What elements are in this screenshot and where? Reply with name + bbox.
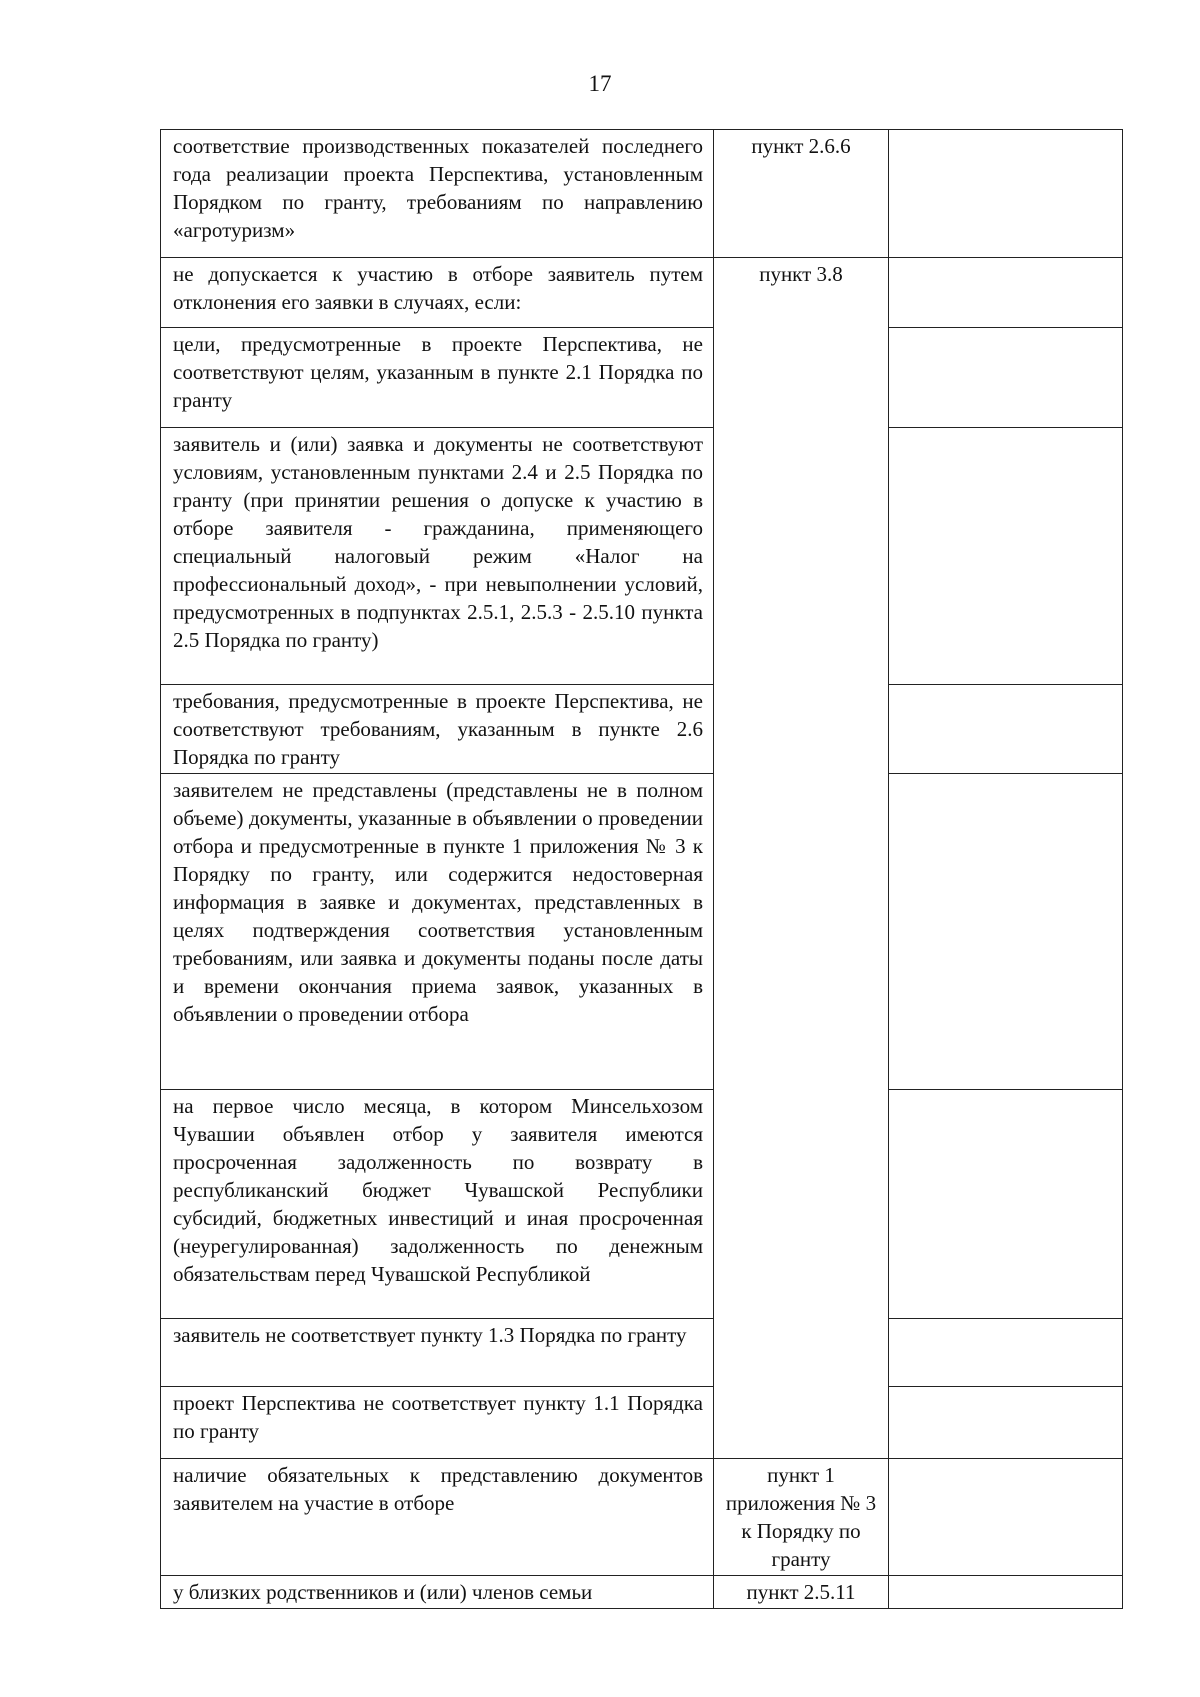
reference-cell: пункт 2.6.6 [714,130,889,258]
reference-cell: пункт 2.5.11 [714,1576,889,1609]
criterion-cell: проект Перспектива не соответствует пункту 1.1 Порядка по гранту [161,1387,714,1459]
table-row [161,258,1123,328]
page-number: 17 [588,71,612,96]
table-row [161,1459,1123,1576]
mark-cell [889,1387,1123,1459]
criterion-cell: цели, предусмотренные в проекте Перспектива, не соответствуют целям, указанным в пункте 2.1 Порядка по гранту [161,328,714,428]
criterion-cell: заявитель и (или) заявка и документы не соответствуют условиям, установленным пунктами 2.4 и 2.5 Порядка по гранту (при принятии решения о допуске к участию в отборе заявителя - гражданина, применяющего специальный налоговый режим «Налог на профессиональный доход», - при невыполнении условий, предусмотренных в подпунктах 2.5.1, 2.5.3 - 2.5.10 пункта 2.5 Порядка по гранту) [161,428,714,685]
criterion-cell: наличие обязательных к представлению документов заявителем на участие в отборе [161,1459,714,1576]
mark-cell [889,685,1123,774]
table-row [161,1387,1123,1459]
mark-cell [889,1576,1123,1609]
criterion-cell: требования, предусмотренные в проекте Перспектива, не соответствуют требованиям, указанным в пункте 2.6 Порядка по гранту [161,685,714,774]
mark-cell [889,130,1123,258]
table-row [161,1319,1123,1387]
table-row [161,428,1123,685]
table-row [161,685,1123,774]
criteria-table [160,129,1123,1609]
mark-cell [889,1319,1123,1387]
mark-cell [889,328,1123,428]
reference-cell: пункт 3.8 [714,258,889,1459]
criterion-cell: у близких родственников и (или) членов семьи [161,1576,714,1609]
criterion-cell: заявителем не представлены (представлены не в полном объеме) документы, указанные в объявлении о проведении отбора и предусмотренные в пункте 1 приложения № 3 к Порядку по гранту, или содержится недостоверная информация в заявке и документах, представленных в целях подтверждения соответствия установленным требованиям, или заявка и документы поданы после даты и времени окончания приема заявок, указанных в объявлении о проведении отбора [161,774,714,1090]
table-row [161,328,1123,428]
mark-cell [889,1090,1123,1319]
criterion-cell: не допускается к участию в отборе заявитель путем отклонения его заявки в случаях, если: [161,258,714,328]
mark-cell [889,1459,1123,1576]
table-row [161,1090,1123,1319]
reference-cell: пункт 1 приложения № 3 к Порядку по гранту [714,1459,889,1576]
mark-cell [889,258,1123,328]
mark-cell [889,774,1123,1090]
criterion-cell: заявитель не соответствует пункту 1.3 Порядка по гранту [161,1319,714,1387]
table-row [161,774,1123,1090]
table-row [161,130,1123,258]
criterion-cell: соответствие производственных показателей последнего года реализации проекта Перспектива, установленным Порядком по гранту, требованиям по направлению «агротуризм» [161,130,714,258]
table-row [161,1576,1123,1609]
criterion-cell: на первое число месяца, в котором Минсельхозом Чувашии объявлен отбор у заявителя имеются просроченная задолженность по возврату в республиканский бюджет Чувашской Республики субсидий, бюджетных инвестиций и иная просроченная (неурегулированная) задолженность по денежным обязательствам перед Чувашской Республикой [161,1090,714,1319]
mark-cell [889,428,1123,685]
